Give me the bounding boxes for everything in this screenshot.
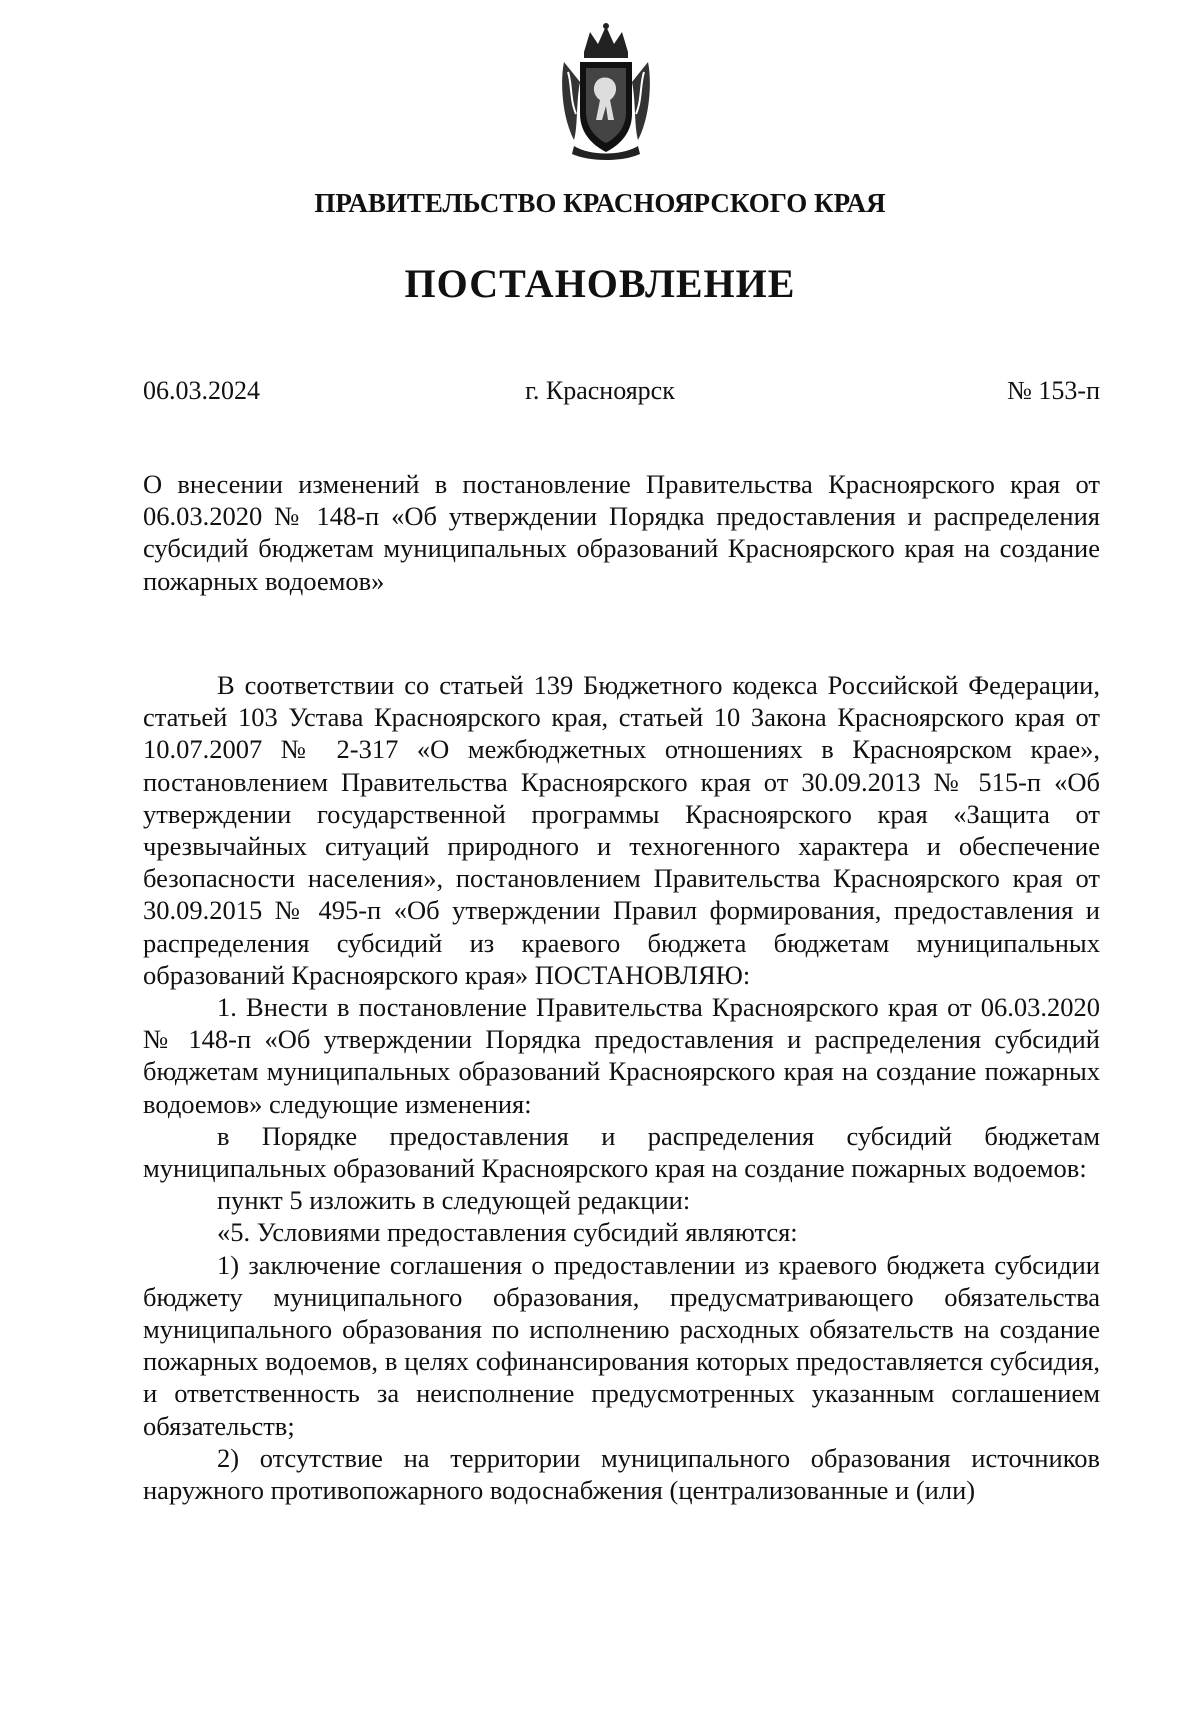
body-paragraph-item-1: 1. Внести в постановление Правительства Красноярского края от 06.03.2020 № 148-п «Об утверждении Порядка предоставления и распределения субсидий бюджетам муниципальных образований Красноярского края на создание пожарных водоемов» следующие изменения:: [143, 992, 1100, 1119]
body-paragraph-preamble: В соответствии со статьей 139 Бюджетного кодекса Российской Федерации, статьей 103 Устава Красноярского края, статьей 10 Закона Красноярского края от 10.07.2007 № 2-317 «О межбюджетных отношениях в Красноярском крае», постановлением Правительства Красноярского края от 30.09.2013 № 515-п «Об утверждении государственной программы Красноярского края «Защита от чрезвычайных ситуаций природного и техногенного характера и обеспечение безопасности населения», постановлением Правительства Красноярского края от 30.09.2015 № 495-п «Об утверждении Правил формирования, предоставления и распределения субсидий из краевого бюджета бюджетам муниципальных образований Красноярского края» ПОСТАНОВЛЯЮ:: [143, 670, 1100, 990]
title-paragraph: О внесении изменений в постановление Правительства Красноярского края от 06.03.2020 № 148-п «Об утверждении Порядка предоставления и распределения субсидий бюджетам муниципальных образований Красноярского края на создание пожарных водоемов»: [143, 469, 1100, 596]
document-type: ПОСТАНОВЛЕНИЕ: [404, 261, 796, 306]
organization-name: ПРАВИТЕЛЬСТВО КРАСНОЯРСКОГО КРАЯ: [314, 188, 886, 218]
body-paragraph-condition-1: 1) заключение соглашения о предоставлении из краевого бюджета субсидии бюджету муниципального образования, предусматривающего обязательства муниципального образования по исполнению расходных обязательств на создание пожарных водоемов, в целях софинансирования которых предоставляется субсидия, и ответственность за неисполнение предусмотренных указанным соглашением обязательств;: [143, 1249, 1100, 1441]
document-city: г. Красноярск: [525, 376, 675, 405]
body-paragraph-conditions: «5. Условиями предоставления субсидий являются:: [217, 1217, 798, 1248]
document-date: 06.03.2024: [143, 376, 260, 405]
document-body: [143, 669, 1100, 1506]
body-paragraph-point-5: пункт 5 изложить в следующей редакции:: [217, 1185, 691, 1216]
document-title: [143, 468, 1100, 597]
coat-of-arms-icon: [560, 22, 652, 162]
document-number: № 153-п: [1007, 376, 1100, 405]
body-paragraph-condition-2: 2) отсутствие на территории муниципального образования источников наружного противопожарного водоснабжения (централизованные и (или): [143, 1442, 1100, 1506]
body-paragraph-order: в Порядке предоставления и распределения субсидий бюджетам муниципальных образований Красноярского края на создание пожарных водоемов:: [143, 1120, 1100, 1184]
